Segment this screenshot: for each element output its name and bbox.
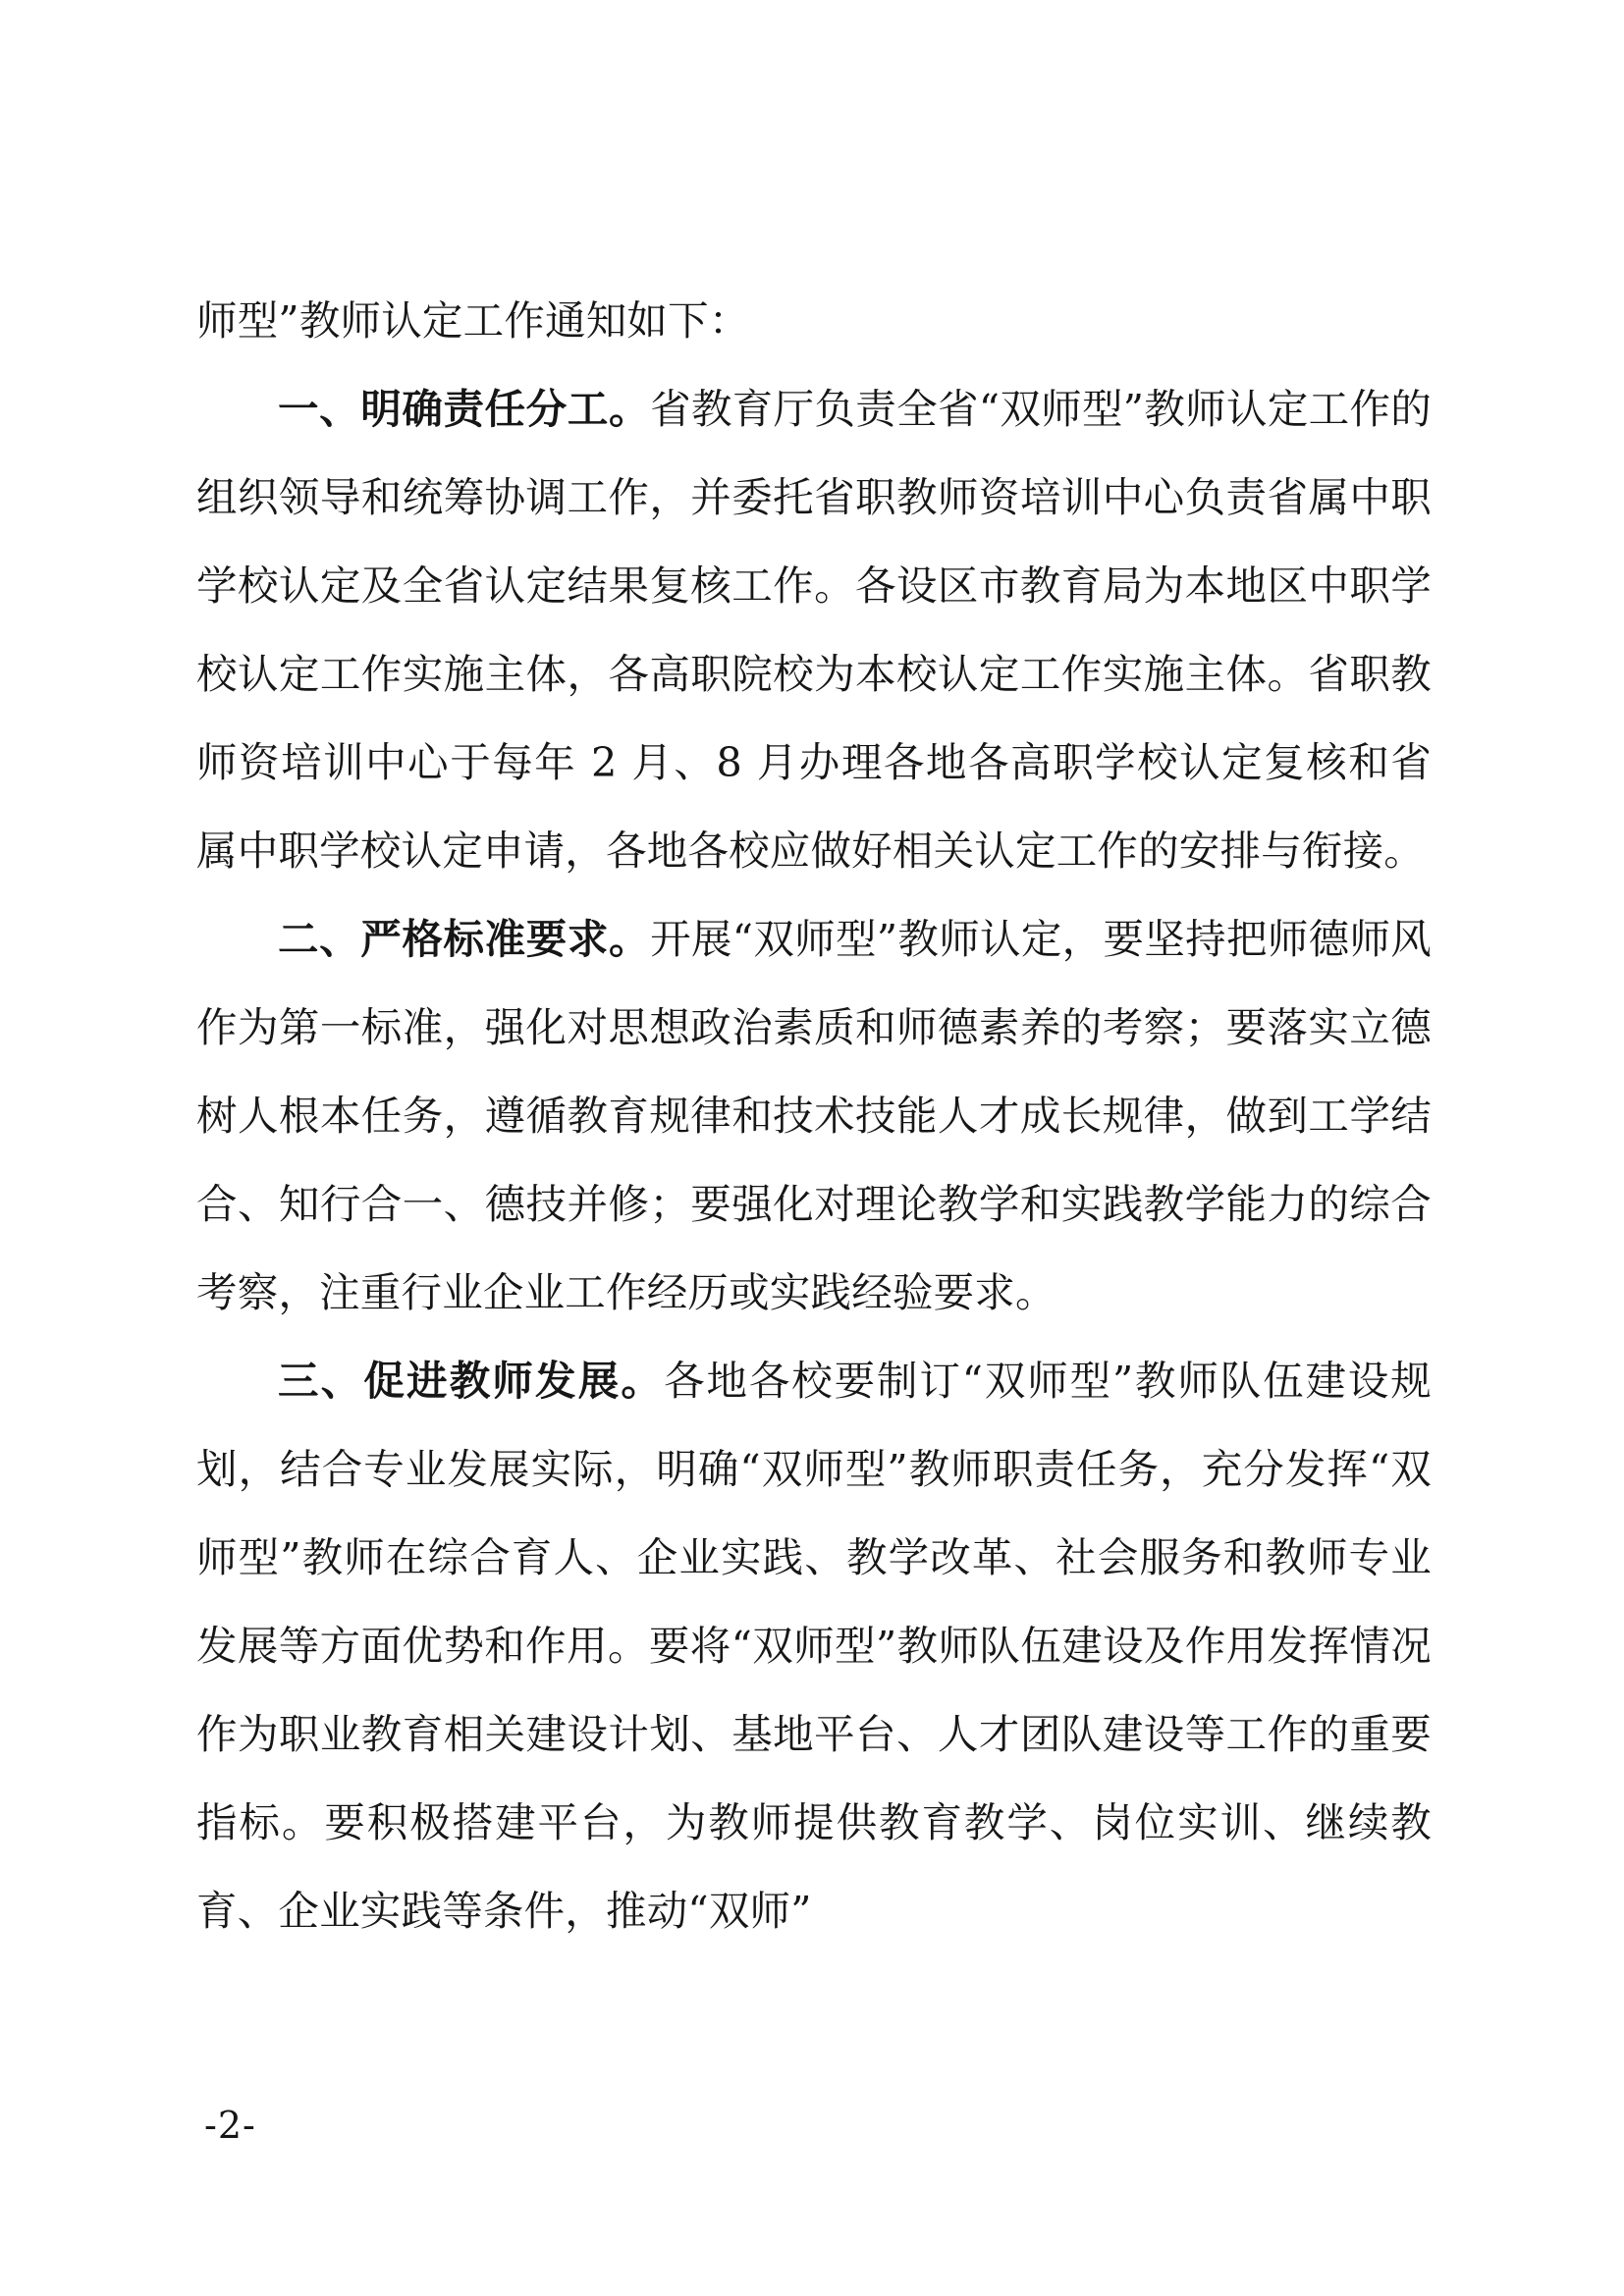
section-2-paragraph — [196, 895, 1432, 1337]
continuation-text: 师型”教师认定工作通知如下： — [196, 296, 750, 345]
section-3-heading: 三、促进教师发展。 — [278, 1357, 665, 1405]
page-footer — [196, 2104, 1432, 2147]
continuation-paragraph — [196, 277, 1432, 365]
section-2-text: 开展“双师型”教师认定，要坚持把师德师风作为第一标准，强化对思想政治素质和师德素养的考察；要落实立德树人根本任务，遵循教育规律和技术技能人才成长规律，做到工学结合、知行合一、德技并修；要强化对理论教学和实践教学能力的综合考察，注重行业企业工作经历或实践经验要求。 — [196, 915, 1432, 1316]
page-number: -2- — [204, 2104, 256, 2147]
section-3-paragraph — [196, 1337, 1432, 1955]
document-body — [196, 277, 1432, 1955]
section-3-text: 各地各校要制订“双师型”教师队伍建设规划，结合专业发展实际，明确“双师型”教师职责任务，充分发挥“双师型”教师在综合育人、企业实践、教学改革、社会服务和教师专业发展等方面优势和作用。要将“双师型”教师队伍建设及作用发挥情况作为职业教育相关建设计划、基地平台、人才团队建设等工作的重要指标。要积极搭建平台，为教师提供教育教学、岗位实训、继续教育、企业实践等条件，推动“双师” — [196, 1357, 1432, 1935]
section-1-paragraph — [196, 365, 1432, 895]
section-2-heading: 二、严格标准要求。 — [278, 915, 651, 963]
section-1-heading: 一、明确责任分工。 — [278, 385, 651, 433]
section-1-text: 省教育厅负责全省“双师型”教师认定工作的组织领导和统筹协调工作，并委托省职教师资培训中心负责省属中职学校认定及全省认定结果复核工作。各设区市教育局为本地区中职学校认定工作实施主体，各高职院校为本校认定工作实施主体。省职教师资培训中心于每年 2 月、8 月办理各地各高职学校认定复核和省属中职学校认定申请，各地各校应做好相关认定工作的安排与衔接。 — [196, 385, 1432, 875]
